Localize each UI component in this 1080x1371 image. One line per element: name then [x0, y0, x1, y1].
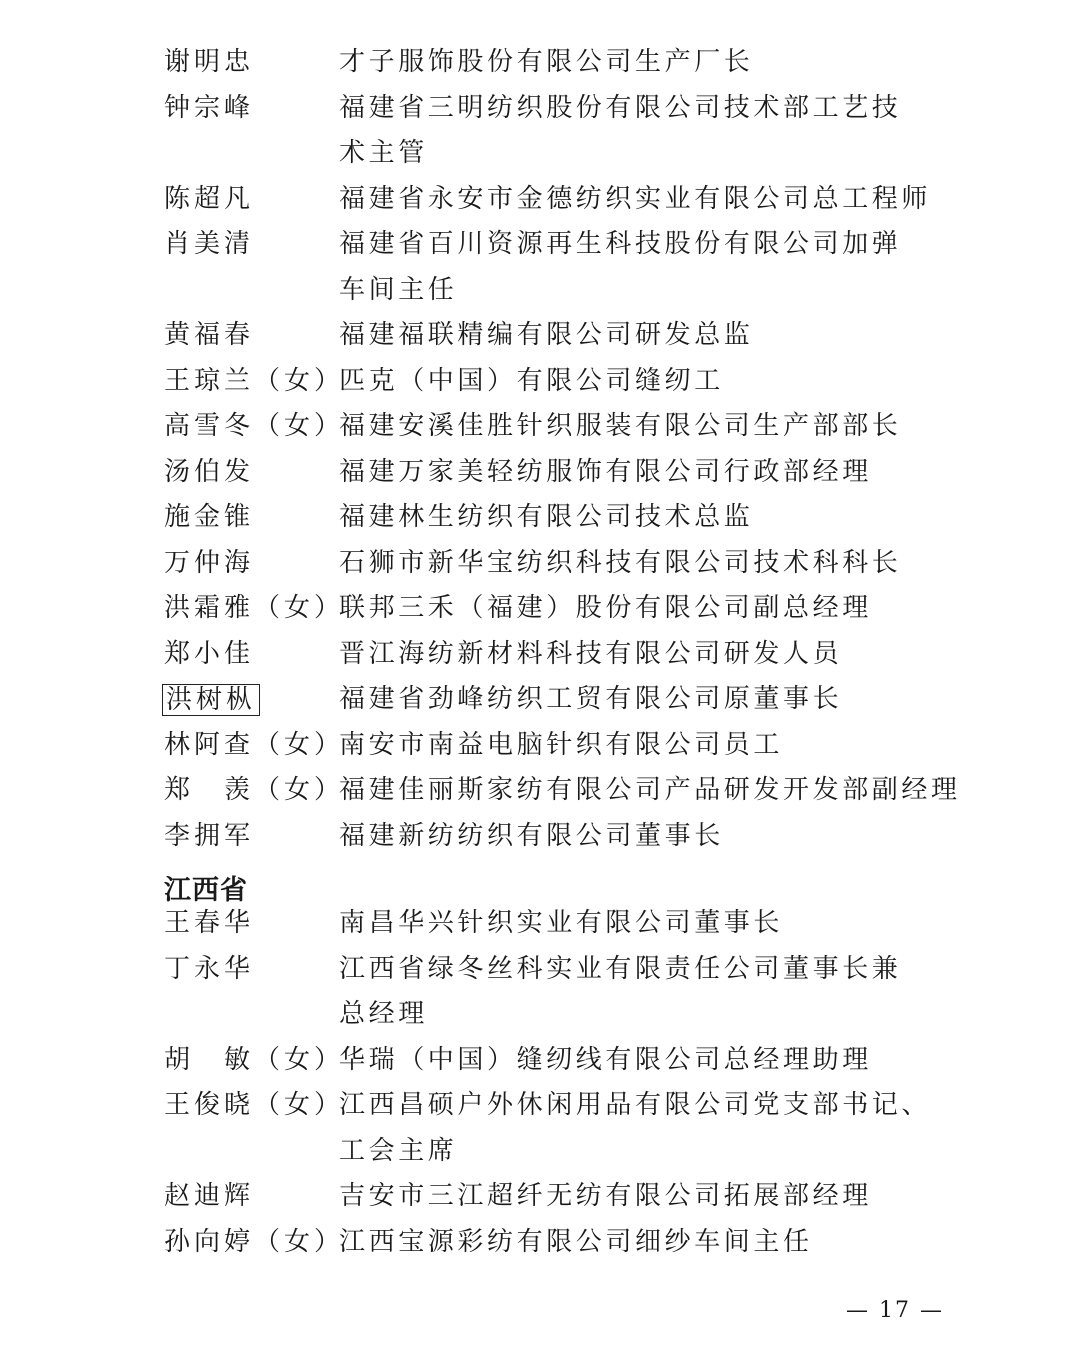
honoree-organization: [339, 1220, 919, 1266]
honoree-organization: [339, 404, 919, 450]
honoree-organization: [339, 222, 919, 313]
organization-line: 联邦三禾（福建）股份有限公司副总经理: [339, 593, 872, 623]
organization-line: 石狮市新华宝纺织科技有限公司技术科科长: [339, 547, 902, 578]
honoree-organization: [339, 723, 919, 769]
honoree-organization: [339, 1174, 919, 1220]
organization-line: 华瑞（中国）缝纫线有限公司总经理助理: [339, 1044, 872, 1075]
honoree-organization: [339, 1038, 919, 1084]
honoree-organization: [339, 495, 919, 541]
honoree-name: 孙向婷（女）: [164, 1226, 345, 1257]
organization-line: 才子服饰股份有限公司生产厂长: [339, 47, 754, 77]
honoree-organization: [339, 632, 919, 678]
honoree-name: 汤伯发: [164, 456, 255, 487]
honoree-name: 肖美清: [164, 229, 255, 259]
honoree-name: 施金锥: [164, 502, 255, 532]
organization-line: 江西省绿冬丝科实业有限责任公司董事长兼: [339, 953, 902, 984]
organization-line: 福建省百川资源再生科技股份有限公司加弹: [339, 229, 902, 259]
honoree-name: 钟宗峰: [164, 92, 255, 123]
honoree-name: 赵迪辉: [164, 1181, 255, 1211]
organization-line: 福建安溪佳胜针织服装有限公司生产部部长: [339, 411, 902, 441]
honoree-name: 李拥军: [164, 820, 255, 851]
organization-line: 工会主席: [339, 1135, 458, 1166]
honoree-organization: [339, 586, 919, 632]
honoree-organization: [339, 901, 919, 947]
honoree-name: 胡 敏（女）: [164, 1044, 345, 1075]
honoree-name: 陈超凡: [164, 183, 255, 214]
section-heading-jiangxi: 江西省: [164, 875, 248, 906]
honoree-organization: [339, 541, 919, 587]
honoree-name: 洪树枞: [162, 684, 260, 716]
organization-line: 福建佳丽斯家纺有限公司产品研发开发部副经理: [339, 775, 961, 805]
honoree-name: 林阿查（女）: [164, 729, 345, 760]
honoree-organization: [339, 359, 919, 405]
organization-line: 江西昌硕户外休闲用品有限公司党支部书记、: [339, 1090, 932, 1120]
honoree-name: 郑小佳: [164, 638, 255, 669]
organization-line: 术主管: [339, 138, 428, 168]
organization-line: 福建林生纺织有限公司技术总监: [339, 502, 754, 532]
organization-line: 车间主任: [339, 274, 458, 305]
honoree-organization: [339, 768, 961, 814]
honoree-organization: [339, 814, 919, 860]
page-number: — 17 —: [846, 1298, 944, 1323]
honoree-name: 郑 羡（女）: [164, 775, 345, 805]
organization-line: 江西宝源彩纺有限公司细纱车间主任: [339, 1226, 813, 1257]
organization-line: 晋江海纺新材料科技有限公司研发人员: [339, 638, 843, 669]
organization-line: 吉安市三江超纤无纺有限公司拓展部经理: [339, 1181, 872, 1211]
organization-line: 南安市南益电脑针织有限公司员工: [339, 729, 784, 760]
organization-line: 匹克（中国）有限公司缝纫工: [339, 365, 724, 396]
honoree-name: 洪霜雅（女）: [164, 593, 345, 623]
organization-line: 总经理: [339, 999, 428, 1029]
honoree-name: 谢明忠: [164, 47, 255, 77]
honoree-organization: [339, 313, 919, 359]
organization-line: 福建省永安市金德纺织实业有限公司总工程师: [339, 183, 932, 214]
organization-line: 福建新纺纺织有限公司董事长: [339, 820, 724, 851]
honoree-organization: [339, 947, 919, 1038]
honoree-organization: [339, 86, 919, 177]
organization-line: 福建万家美轻纺服饰有限公司行政部经理: [339, 456, 872, 487]
honoree-name: 丁永华: [164, 953, 255, 984]
organization-line: 福建省三明纺织股份有限公司技术部工艺技: [339, 92, 902, 123]
honoree-name: 万仲海: [164, 547, 255, 578]
organization-line: 南昌华兴针织实业有限公司董事长: [339, 908, 784, 938]
honoree-name: 王俊晓（女）: [164, 1090, 345, 1120]
honoree-name: 黄福春: [164, 320, 255, 350]
honoree-name: 王琼兰（女）: [164, 365, 345, 396]
honoree-organization: [339, 450, 919, 496]
honoree-name: 高雪冬（女）: [164, 411, 345, 441]
organization-line: 福建福联精编有限公司研发总监: [339, 320, 754, 350]
honoree-organization: [339, 1083, 932, 1174]
honoree-organization: [339, 677, 919, 723]
honoree-name: 王春华: [164, 908, 255, 938]
organization-line: 福建省劲峰纺织工贸有限公司原董事长: [339, 684, 843, 714]
honoree-organization: [339, 40, 919, 86]
honoree-organization: [339, 177, 932, 223]
